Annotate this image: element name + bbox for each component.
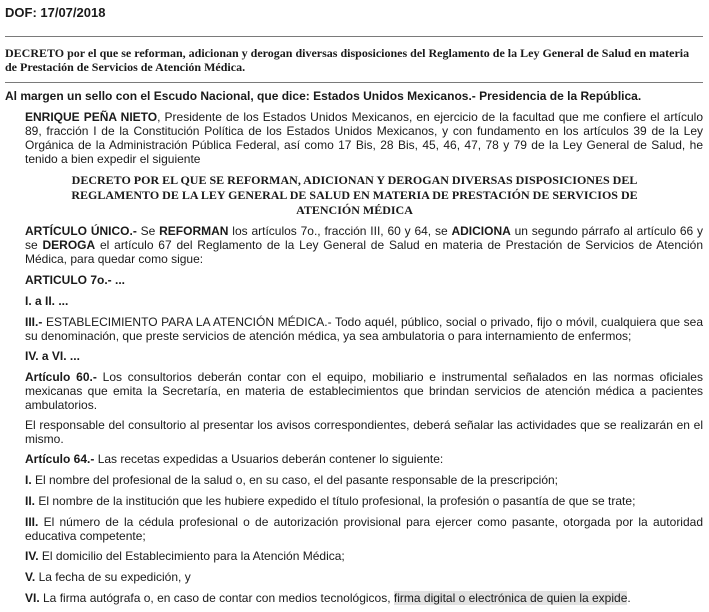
decree-title: DECRETO por el que se reforman, adicionan y derogan diversas disposiciones del Reglamento de la Ley General de Salud en materia de Prestación de Servicios de Atención Médica. — [5, 46, 690, 74]
articulo-unico-text: los artículos 7o., fracción III, 60 y 64, se — [228, 224, 452, 238]
item-text: El número de la cédula profesional o de autorización provisional para ejercer como pasante, otorgada por la autoridad educativa competente; — [25, 515, 703, 543]
item-text: El domicilio del Establecimiento para la Atención Médica; — [38, 549, 345, 563]
fraccion-iii-label: III.- — [25, 315, 43, 329]
intro-text: , Presidente de los Estados Unidos Mexicanos, en ejercicio de la facultad que me confiere el artículo 89, fracción I de la Constitución Política de los Estados Unidos Mexicanos, y con fundamento en los artículos 39 de la Ley Orgánica de la Administración Pública Federal, así como 17 Bis, 28 Bis, 45, 46, 47, 78 y 79 de la Ley General de Salud, he tenido a bien expedir el siguiente — [25, 110, 704, 166]
articulo-unico-text: un segundo párrafo al artículo 66 y se — [25, 224, 703, 252]
item-text: El nombre de la institución que les hubiere expedido el título profesional, la profesión o pasantía de que se trate; — [35, 494, 636, 508]
list-item — [5, 494, 703, 508]
articulo-60 — [5, 370, 703, 412]
list-item — [5, 570, 703, 584]
list-item — [5, 591, 703, 605]
articulo-60-paragraph-2: El responsable del consultorio al presentar los avisos correspondientes, deberá señalar las actividades que se realizarán en el mismo. — [25, 418, 703, 446]
item-text: . — [627, 591, 631, 605]
keyword-reforman: REFORMAN — [159, 224, 229, 238]
fraccion-iv-vi: IV. a VI. ... — [25, 349, 80, 363]
articulo-64 — [5, 452, 703, 466]
decree-heading: DECRETO POR EL QUE SE REFORMAN, ADICIONAN Y DEROGAN DIVERSAS DISPOSICIONES DEL REGLAMENTO DE LA LEY GENERAL DE SALUD EN MATERIA DE PRESTACIÓN DE SERVICIOS DE ATENCIÓN MÉDICA — [71, 173, 638, 217]
item-number: IV. — [25, 549, 39, 563]
articulo-7-label: ARTICULO 7o.- ... — [25, 273, 125, 287]
articulo-64-text: Las recetas expedidas a Usuarios deberán contener lo siguiente: — [94, 452, 444, 466]
intro-paragraph — [5, 110, 703, 166]
keyword-adiciona: ADICIONA — [451, 224, 511, 238]
highlighted-text: firma digital o electrónica de quien la expide — [393, 591, 628, 605]
item-text: La firma autógrafa o, en caso de contar con medios tecnológicos, — [39, 591, 394, 605]
fraccion-iii-text: ESTABLECIMIENTO PARA LA ATENCIÓN MÉDICA.- Todo aquél, público, social o privado, fijo o móvil, cualquiera que sea su denominación, que preste servicios de atención médica, ya sea ambulatoria o para internamiento de enfermos; — [25, 315, 703, 343]
item-number: III. — [25, 515, 39, 529]
item-number: VI. — [25, 591, 40, 605]
dof-date: DOF: 17/07/2018 — [5, 5, 106, 20]
item-number: V. — [25, 570, 36, 584]
title-divider — [5, 82, 703, 83]
item-number: II. — [25, 494, 36, 508]
articulo-64-label: Artículo 64.- — [25, 452, 95, 466]
list-item — [5, 549, 703, 563]
articulo-unico-label: ARTÍCULO ÚNICO.- — [25, 224, 137, 238]
item-text: El nombre del profesional de la salud o, en su caso, el del pasante responsable de la prescripción; — [31, 473, 558, 487]
item-text: La fecha de su expedición, y — [35, 570, 191, 584]
list-item — [5, 515, 703, 543]
articulo-unico-text: Se — [136, 224, 160, 238]
fraccion-iii — [5, 315, 703, 343]
articulo-unico — [5, 224, 703, 266]
president-name: ENRIQUE PEÑA NIETO — [25, 110, 158, 124]
articulo-60-text: Los consultorios deberán contar con el equipo, mobiliario e instrumental señalados en las normas oficiales mexicanas que emita la Secretaría, en materia de establecimientos que brindan servicios de atención médica a pacientes ambulatorios. — [25, 370, 703, 412]
articulo-unico-text: el artículo 67 del Reglamento de la Ley General de Salud en materia de Prestación de Servicios de Atención Médica, para quedar como sigue: — [25, 238, 704, 266]
keyword-deroga: DEROGA — [42, 238, 96, 252]
item-number: I. — [25, 473, 32, 487]
list-item — [5, 473, 703, 487]
fraccion-i-ii: I. a II. ... — [25, 294, 69, 308]
margin-note: Al margen un sello con el Escudo Nacional, que dice: Estados Unidos Mexicanos.- Presidencia de la República. — [5, 89, 642, 103]
header-divider — [5, 36, 703, 37]
articulo-60-label: Artículo 60.- — [25, 370, 97, 384]
